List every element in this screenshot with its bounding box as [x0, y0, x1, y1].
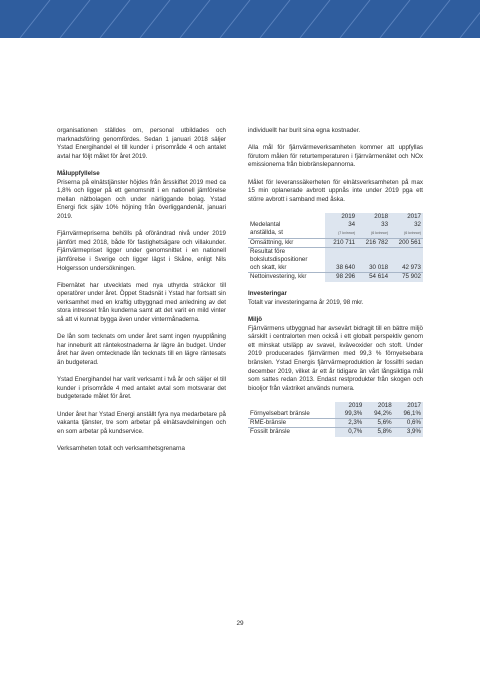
table-row [248, 256, 423, 264]
row-label: bokslutsdispositioner [250, 255, 308, 263]
year-header: 2019 [335, 402, 364, 410]
cell-value [357, 247, 390, 256]
section-heading: Miljö [248, 315, 263, 323]
cell-value: (7 kvinnor) [325, 229, 357, 238]
paragraph: Fibernätet har utvecklats med nya uthyrda sträckor till operatörer under året. Öppet Stadsnät i Ystad har fortsatt sin verksamhet med en kraftig utbyggnad med anledning av det stora intresset från kunderna samt att det varit en mild vinter så att vi kunnat bygga även under vintermånaderna. [57, 281, 226, 324]
cell-value: 98 296 [325, 273, 357, 282]
table-row [248, 238, 423, 247]
year-header: 2019 [325, 213, 357, 221]
paragraph: Målet för leveranssäkerheten för elnätsverksamheten på max 15 min oplanerade avbrott uppnås inte under 2019 pga ett större avbrott i samband med åska. [248, 178, 423, 203]
cell-value: 34 [325, 221, 357, 229]
row-label: och skatt, kkr [248, 264, 325, 273]
paragraph: De lån som tecknats om under året samt ingen nyupplåning har inneburit att räntekostnaderna är lägre än budget. Under året har även omtecknade lån tecknats till en lägre räntesats än budgeterad. [57, 333, 226, 367]
paragraph: Under året har Ystad Energi anställt fyra nya medarbetare på vakanta tjänster, tre som arbetar på elnätsavdelningen och en som arbetar på kundservice. [57, 410, 226, 435]
cell-value [325, 256, 357, 264]
year-header: 2017 [390, 213, 423, 221]
table-row [248, 410, 423, 419]
cell-value: 42 973 [390, 264, 423, 273]
header-banner [0, 0, 480, 38]
paragraph: Fjärrvärmens utbyggnad har avsevärt bidragit till en bättre miljö särskilt i centralorten men också i ett globalt perspektiv genom ett minskat utsläpp av svavel, kväveoxider och stoft. Under 2019 producerades fjärrvärmen med 99,3 % förnyelsebara bränslen. Ystad Energis fjärrvärmeproduktion är fossilfri sedan december 2019, vilket är ett år tidigare än vårt långsiktiga mål som sattes redan 2013. Endast restprodukter från skogen och biooljor från växtriket används numera. [248, 324, 423, 392]
cell-value [390, 247, 423, 256]
table-row [248, 419, 423, 428]
cell-value: 2,3% [335, 419, 364, 428]
cell-value: 210 711 [325, 238, 357, 247]
cell-value [390, 256, 423, 264]
cell-value: 200 561 [390, 238, 423, 247]
year-header: 2017 [394, 402, 423, 410]
page-number: 29 [236, 620, 244, 627]
cell-value: 0,7% [335, 428, 364, 437]
year-header: 2018 [364, 402, 393, 410]
cell-value: 38 640 [325, 264, 357, 273]
right-column [248, 127, 423, 445]
section-heading: Investeringar [248, 290, 287, 298]
row-label: Medelantal [250, 221, 281, 229]
row-label: Förnyelsebart bränsle [248, 410, 335, 419]
cell-value: 3,9% [394, 428, 423, 437]
cell-value [357, 256, 390, 264]
paragraph: Verksamheten totalt och verksamhetsgrenarna [57, 444, 185, 452]
paragraph: Ystad Energihandel har varit verksamt i två år och säljer el till kunder i prisområde 4 med antalet avtal som motsvarar det budgeterade målet för året. [57, 376, 226, 401]
paragraph: Alla mål för fjärrvärmeverksamheten kommer att uppfyllas förutom målen för returtemperaturen i fjärrvärmenätet och NOx emissionerna från biobränslepannorna. [248, 144, 423, 169]
banner-stripes [0, 0, 480, 38]
cell-value: 94,2% [364, 410, 393, 419]
row-label: Omsättning, kkr [248, 238, 325, 247]
section-heading: Måluppfyllelse [57, 169, 100, 177]
paragraph: organisationen ställdes om, personal utbildades och marknadsföring genomfördes. Sedan 1 januari 2018 säljer Ystad Energihandel el till kunder i prisområde 4 och antalet avtal har följt målet för året 2019. [57, 127, 226, 160]
table-row [248, 247, 423, 256]
table-row [248, 264, 423, 273]
cell-value: 216 782 [357, 238, 390, 247]
cell-value: (6 kvinnor) [390, 229, 423, 238]
cell-value: 5,6% [364, 419, 393, 428]
left-column [57, 127, 226, 462]
table-header-row [248, 213, 423, 221]
row-label: Fossilt bränsle [250, 428, 290, 436]
paragraph: Fjärrvärmepriserna behölls på oförändrad nivå under 2019 jämfört med 2018, både för fastighetsägare och villakunder. Fjärrvärmepriset ligger under genomsnittet i en nationell jämförelse i Sverige och ligger lägst i Skåne, enligt Nils Holgersson undersökningen. [57, 230, 226, 272]
table-row [248, 428, 423, 437]
cell-value: 96,1% [394, 410, 423, 419]
row-label: Resultat före [250, 247, 286, 255]
cell-value: 30 018 [357, 264, 390, 273]
row-label: Nettoinvestering, kkr [250, 273, 307, 281]
key-figures-table [248, 213, 423, 282]
cell-value: 33 [357, 221, 390, 229]
table-row [248, 221, 423, 229]
table-row [248, 273, 423, 282]
cell-value: 32 [390, 221, 423, 229]
year-header: 2018 [357, 213, 390, 221]
cell-value: 99,3% [335, 410, 364, 419]
cell-value [325, 247, 357, 256]
cell-value: 54 614 [357, 273, 390, 282]
cell-value: 5,8% [364, 428, 393, 437]
cell-value: 75 902 [390, 273, 423, 282]
cell-value: 0,6% [394, 419, 423, 428]
row-label: anställda, st [248, 229, 325, 238]
paragraph: Totalt var investeringarna år 2019, 98 mkr. [248, 298, 364, 306]
paragraph: Priserna på elnätstjänster höjdes från årsskiftet 2019 med ca 1,8% och ligger på ett genomsnitt i en nationell jämförelse mellan nätbolagen och under närliggande bolag. Ystad Energi fick själv 10% höjning från överliggandenät, januari 2019. [57, 178, 226, 220]
row-label: RME-bränsle [248, 419, 335, 428]
table-header-row [248, 402, 423, 410]
fuel-mix-table [248, 402, 423, 437]
cell-value: (6 kvinnor) [357, 229, 390, 238]
table-row [248, 229, 423, 238]
paragraph: individuellt har burit sina egna kostnader. [248, 127, 361, 134]
